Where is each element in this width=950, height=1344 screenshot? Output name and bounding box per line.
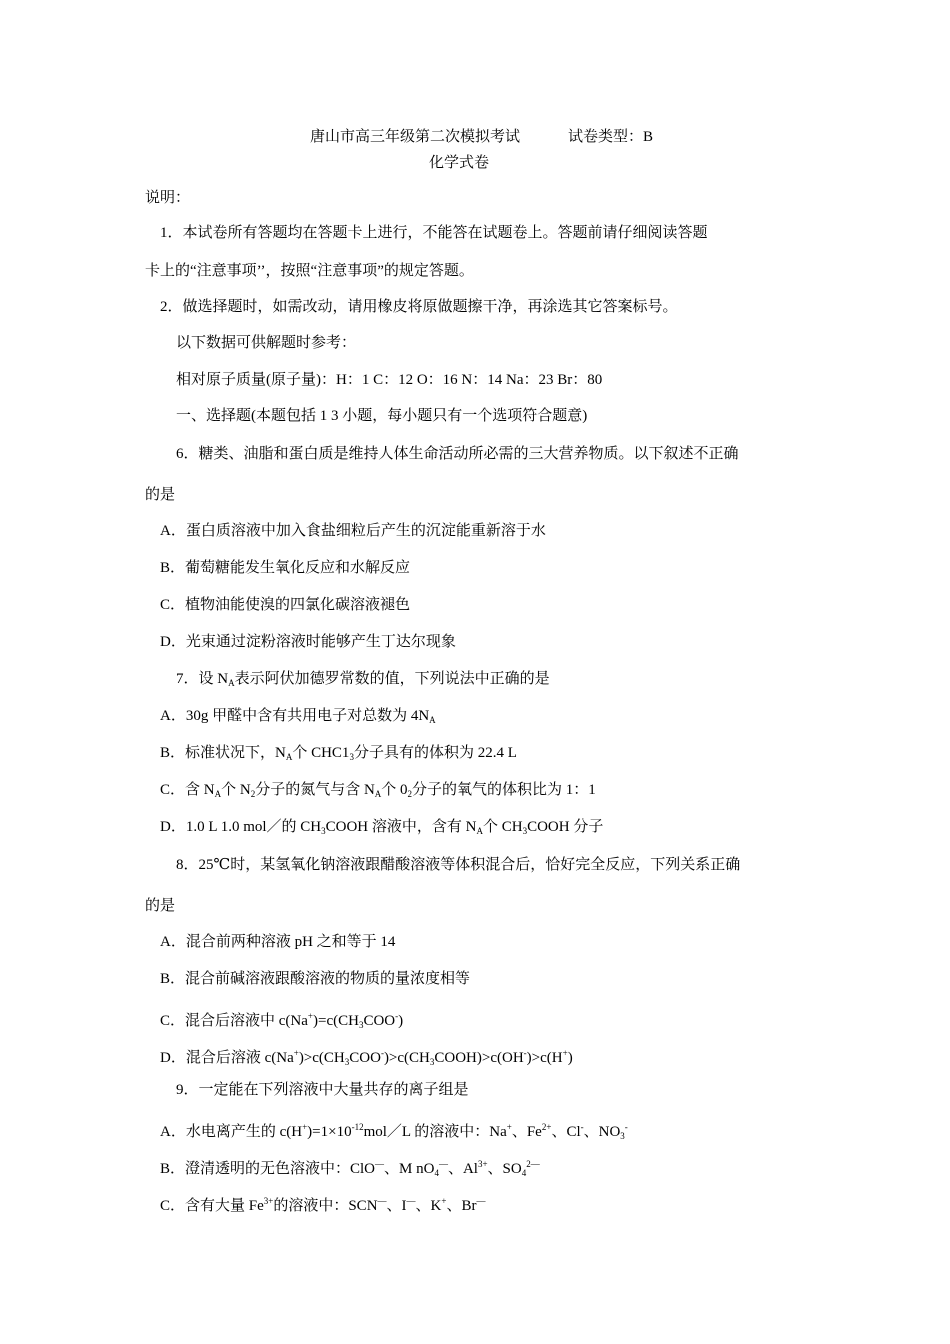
instruction-1-line1: 1．本试卷所有答题均在答题卡上进行，不能答在试题卷上。答题前请仔细阅读答题	[160, 225, 708, 241]
question-9-option-c: C．含有大量 $Fe^{3+}$的溶液中：SCN—、I—、K+、Br—	[160, 1196, 486, 1214]
paper-type: 试卷类型：B	[568, 129, 654, 145]
reference-data-intro: 以下数据可供解题时参考：	[176, 335, 357, 351]
exam-title: 唐山市高三年级第二次模拟考试	[310, 129, 521, 145]
question-6-option-a: A．蛋白质溶液中加入食盐细粒后产生的沉淀能重新溶于水	[160, 523, 546, 539]
question-8-option-d: D．混合后溶液 $c(Na^+)>c(CH_3COO^-)>c(CH_3COOH)>c(OH^-)>c(H^+)$	[160, 1048, 573, 1067]
question-6-option-d: D．光束通过淀粉溶液时能够产生丁达尔现象	[160, 634, 456, 650]
question-9-option-b: B．澄清透明的无色溶液中：ClO—、M $nO_4^—$、$Al^{3+}$、$SO_4^{2—}$	[160, 1159, 540, 1178]
question-7-option-b: B．标准状况下，$N_A$个 $CHC1_3$分子具有的体积为 22.4 L	[160, 745, 517, 762]
question-6-option-b: B．葡萄糖能发生氧化反应和水解反应	[160, 560, 411, 576]
exam-subtitle: 化学式卷	[429, 155, 490, 171]
question-8-stem-line1: 8．25℃时，某氢氧化钠溶液跟醋酸溶液等体积混合后，恰好完全反应，下列关系正确	[176, 857, 741, 873]
question-9-option-a: A．水电离产生的 $c(H^+)=1\times 10^{-12}mol/L$ 的溶液中：Na+、$Fe^{2+}$、Cl-、$NO_3^-$	[160, 1122, 628, 1141]
question-8-stem-line2: 的是	[145, 898, 176, 914]
question-8-option-b: B．混合前碱溶液跟酸溶液的物质的量浓度相等	[160, 971, 471, 987]
question-6-stem-line1: 6．糖类、油脂和蛋白质是维持人体生命活动所必需的三大营养物质。以下叙述不正确	[176, 446, 739, 462]
question-8-option-c: C．混合后溶液中 $c(Na^+)=c(CH_3COO^-)$	[160, 1011, 404, 1030]
atomic-masses: 相对原子质量(原子量)：H：1 C：12 O：16 N：14 Na：23 Br：80	[176, 372, 603, 388]
question-8-option-a: A．混合前两种溶液 pH 之和等于 14	[160, 934, 396, 950]
instruction-1-line2: 卡上的“注意事项’’，按照“注意事项”的规定答题。	[145, 263, 474, 279]
section-title: 一、选择题(本题包括 1 3 小题，每小题只有一个选项符合题意)	[176, 408, 588, 424]
question-6-stem-line2: 的是	[145, 487, 176, 503]
question-7-option-c: C．含 $N_A$个 $N_2$分子的氮气与含 $N_A$个 $0_2$分子的氧气的体积比为 1：1	[160, 782, 596, 799]
question-7-option-a: A．30g 甲醛中含有共用电子对总数为 $4N_A$	[160, 708, 436, 725]
question-6-option-c: C．植物油能使溴的四氯化碳溶液褪色	[160, 597, 411, 613]
question-7-option-d: D．1.0 L 1.0 mol／的 $CH_3COOH$ 溶液中，含有 $N_A$个 $CH_3COOH$ 分子	[160, 819, 604, 836]
exam-title-line	[310, 128, 653, 146]
instruction-2: 2．做选择题时，如需改动，请用橡皮将原做题擦干净，再涂选其它答案标号。	[160, 299, 678, 315]
question-9-stem: 9．一定能在下列溶液中大量共存的离子组是	[176, 1082, 469, 1098]
question-7-stem: 7．设 $N_A$表示阿伏加德罗常数的值，下列说法中正确的是	[176, 671, 550, 688]
instructions-heading: 说明：	[145, 190, 191, 206]
